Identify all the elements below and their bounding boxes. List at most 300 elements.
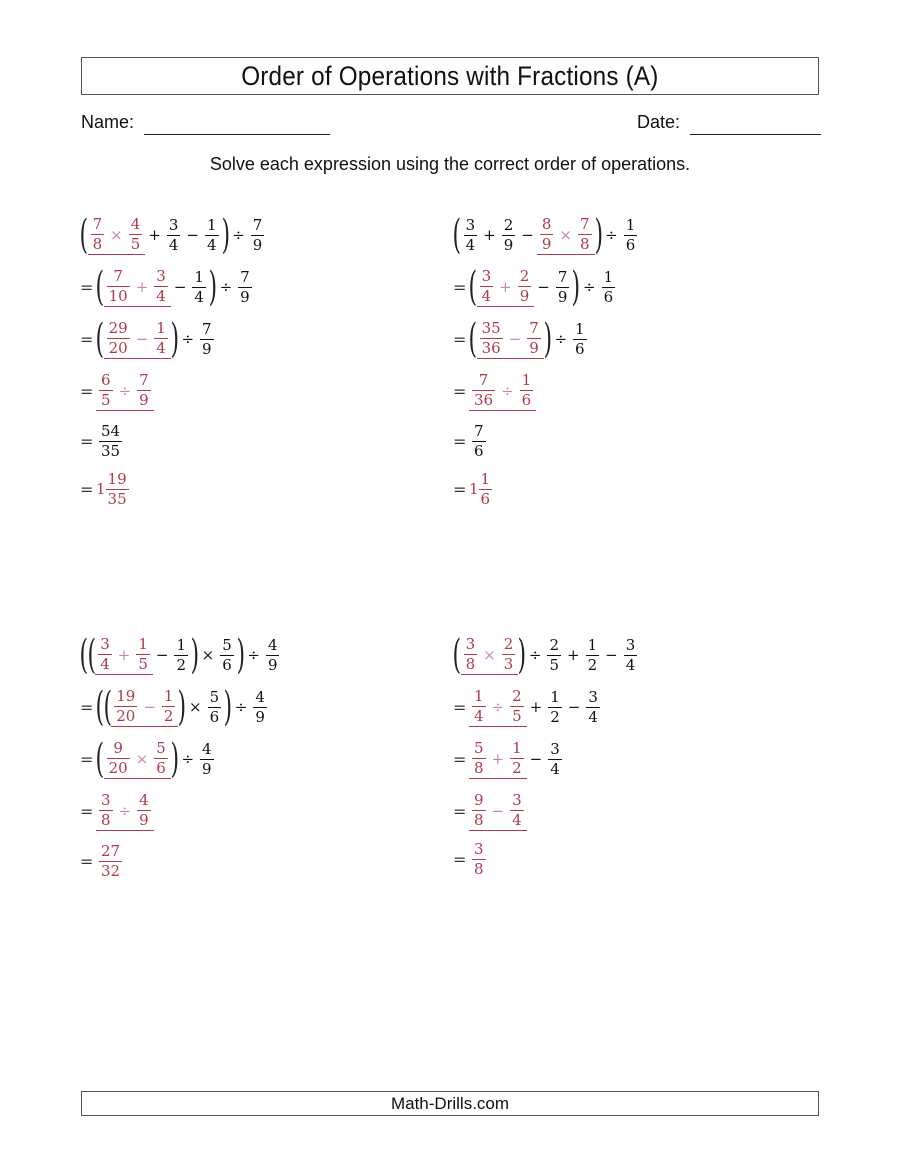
operator: × xyxy=(110,225,123,244)
denominator: 9 xyxy=(519,287,530,305)
numerator: 5 xyxy=(209,687,220,706)
fraction xyxy=(472,371,495,410)
numerator: 1 xyxy=(156,319,166,337)
paren: ) xyxy=(223,684,233,730)
paren: ( xyxy=(468,264,478,310)
step-6-answer xyxy=(80,466,132,512)
step-1 xyxy=(80,212,267,258)
numerator: 7 xyxy=(139,371,149,389)
name-field[interactable] xyxy=(144,134,330,135)
fraction xyxy=(464,216,478,255)
denominator: 35 xyxy=(101,441,121,460)
numerator: 1 xyxy=(474,687,484,705)
operator: ÷ xyxy=(181,330,195,348)
numerator: 3 xyxy=(474,839,484,858)
denominator: 5 xyxy=(512,707,522,725)
operator: ÷ xyxy=(232,226,245,244)
step-5-answer xyxy=(80,838,125,884)
highlight xyxy=(95,635,153,675)
paren: ( xyxy=(95,684,105,730)
denominator: 9 xyxy=(240,287,250,306)
fraction xyxy=(520,371,534,410)
fraction xyxy=(573,320,587,359)
denominator: 4 xyxy=(156,339,166,357)
operator: ÷ xyxy=(181,750,195,768)
highlight xyxy=(96,791,154,831)
denominator: 5 xyxy=(138,655,148,673)
step-3 xyxy=(453,736,565,782)
denominator: 8 xyxy=(465,655,476,673)
fraction xyxy=(200,320,214,359)
footer-box xyxy=(81,1091,819,1116)
step-4 xyxy=(453,788,527,834)
title-box xyxy=(81,57,819,95)
fraction xyxy=(472,687,486,726)
fraction xyxy=(472,422,486,461)
denominator: 2 xyxy=(163,707,174,725)
instructions: Solve each expression using the correct order of operations. xyxy=(209,154,691,174)
operator: − xyxy=(135,329,149,348)
operator: × xyxy=(135,749,149,768)
numerator: 2 xyxy=(503,635,514,653)
numerator: 27 xyxy=(101,841,121,860)
step-2 xyxy=(80,264,255,310)
numerator: 7 xyxy=(478,371,489,389)
numerator: 3 xyxy=(465,215,476,234)
fraction xyxy=(107,319,130,358)
fraction xyxy=(98,635,112,674)
numerator: 7 xyxy=(92,215,103,233)
operator: − xyxy=(521,226,534,244)
denominator: 2 xyxy=(512,759,522,777)
step-2 xyxy=(453,264,618,310)
numerator: 7 xyxy=(113,267,123,285)
numerator: 29 xyxy=(108,319,128,337)
page-title: Order of Operations with Fractions (A) xyxy=(241,61,659,91)
denominator: 8 xyxy=(101,811,111,829)
denominator: 8 xyxy=(474,859,484,878)
paren: ) xyxy=(571,264,581,310)
denominator: 9 xyxy=(255,707,265,726)
numerator: 1 xyxy=(521,371,532,389)
numerator: 4 xyxy=(202,739,212,758)
numerator: 1 xyxy=(587,635,598,654)
step-3 xyxy=(80,736,217,782)
paren: ) xyxy=(221,212,230,258)
step-5 xyxy=(453,418,489,464)
equals: = xyxy=(80,851,94,871)
numerator: 4 xyxy=(255,687,265,706)
step-4 xyxy=(80,368,154,414)
operator: + xyxy=(491,749,505,768)
fraction xyxy=(99,842,122,881)
highlight xyxy=(104,739,171,779)
paren: ( xyxy=(87,632,96,678)
fraction xyxy=(547,636,561,675)
paren: ) xyxy=(208,264,218,310)
paren: ( xyxy=(79,212,89,258)
operator: + xyxy=(117,645,131,664)
operator: ÷ xyxy=(605,226,618,244)
numerator: 3 xyxy=(156,267,166,285)
denominator: 2 xyxy=(550,707,560,726)
highlight xyxy=(469,687,527,727)
numerator: 3 xyxy=(625,635,636,654)
denominator: 9 xyxy=(541,235,552,253)
paren: ) xyxy=(236,632,245,678)
numerator: 5 xyxy=(474,739,484,757)
operator: − xyxy=(186,226,199,244)
numerator: 1 xyxy=(206,215,217,234)
fraction xyxy=(99,422,122,461)
numerator: 2 xyxy=(512,687,522,705)
fraction xyxy=(472,739,486,778)
fraction xyxy=(136,635,150,674)
fraction xyxy=(174,636,188,675)
paren: ) xyxy=(170,736,179,782)
numerator: 3 xyxy=(550,739,560,758)
equals: = xyxy=(80,431,94,451)
equals: = xyxy=(80,801,94,821)
numerator: 1 xyxy=(176,635,187,654)
fraction xyxy=(167,216,181,255)
equals: = xyxy=(80,697,94,717)
equals: = xyxy=(453,381,467,401)
numerator: 3 xyxy=(100,635,110,653)
operator: + xyxy=(148,226,161,244)
fraction xyxy=(602,268,616,307)
highlight xyxy=(469,739,527,779)
numerator: 1 xyxy=(163,687,174,705)
operator: ÷ xyxy=(247,646,260,664)
operator: ÷ xyxy=(501,381,514,400)
operator: ÷ xyxy=(554,330,568,348)
numerator: 1 xyxy=(194,267,204,286)
step-6-answer xyxy=(453,466,495,512)
fraction xyxy=(518,267,532,306)
operator: − xyxy=(567,698,581,716)
step-2 xyxy=(80,684,270,730)
operator: − xyxy=(173,278,187,296)
operator: ÷ xyxy=(118,381,132,400)
equals: = xyxy=(80,479,94,499)
numerator: 1 xyxy=(550,687,560,706)
numerator: 1 xyxy=(138,635,148,653)
equals: = xyxy=(453,431,467,451)
fraction xyxy=(137,371,151,410)
equals: = xyxy=(453,479,467,499)
step-1 xyxy=(453,632,640,678)
numerator: 9 xyxy=(474,791,484,809)
operator: − xyxy=(155,646,169,664)
denominator: 4 xyxy=(625,655,636,674)
operator: × xyxy=(483,645,496,664)
fraction xyxy=(556,268,570,307)
paren: ( xyxy=(468,316,478,362)
fraction xyxy=(540,215,554,254)
fraction xyxy=(251,216,265,255)
fraction xyxy=(472,840,486,879)
fraction xyxy=(266,636,280,675)
numerator: 3 xyxy=(168,215,179,234)
denominator: 9 xyxy=(267,655,278,674)
numerator: 3 xyxy=(588,687,598,706)
denominator: 5 xyxy=(130,235,141,253)
equals: = xyxy=(80,749,94,769)
fraction xyxy=(137,791,151,830)
footer-text: Math-Drills.com xyxy=(390,1094,510,1113)
paren: ( xyxy=(95,264,105,310)
denominator: 6 xyxy=(222,655,232,674)
denominator: 4 xyxy=(156,287,166,305)
name-label: Name: xyxy=(81,112,135,132)
numerator: 7 xyxy=(557,267,568,286)
denominator: 9 xyxy=(139,391,149,409)
denominator: 8 xyxy=(474,811,484,829)
step-1 xyxy=(453,212,640,258)
fraction xyxy=(527,319,541,358)
operator: ÷ xyxy=(528,646,542,664)
numerator: 19 xyxy=(107,469,127,488)
operator: + xyxy=(135,277,149,296)
fraction xyxy=(154,267,168,306)
step-5-answer xyxy=(453,836,489,882)
operator: + xyxy=(499,277,512,296)
paren: ) xyxy=(177,684,187,730)
operator: + xyxy=(529,698,543,716)
denominator: 9 xyxy=(557,287,568,306)
highlight xyxy=(537,215,595,255)
numerator: 3 xyxy=(512,791,522,809)
operator: − xyxy=(491,801,505,820)
step-3 xyxy=(80,316,217,362)
equals: = xyxy=(80,277,94,297)
denominator: 6 xyxy=(625,235,636,254)
numerator: 8 xyxy=(541,215,552,233)
whole-number: 1 xyxy=(96,480,106,498)
paren: ( xyxy=(95,316,105,362)
numerator: 4 xyxy=(130,215,141,233)
fraction xyxy=(91,215,105,254)
denominator: 4 xyxy=(194,287,204,306)
operator: ÷ xyxy=(234,698,248,716)
fraction xyxy=(578,215,592,254)
operator: − xyxy=(508,329,522,348)
operator: − xyxy=(537,278,550,296)
numerator: 5 xyxy=(156,739,166,757)
highlight xyxy=(104,319,171,359)
operator: × xyxy=(559,225,572,244)
numerator: 7 xyxy=(529,319,539,337)
fraction xyxy=(114,687,137,726)
denominator: 4 xyxy=(588,707,598,726)
denominator: 2 xyxy=(587,655,598,674)
fraction xyxy=(107,267,130,306)
operator: ÷ xyxy=(583,278,596,296)
denominator: 9 xyxy=(252,235,263,254)
denominator: 20 xyxy=(116,707,136,725)
operator: × xyxy=(201,646,215,664)
paren: ( xyxy=(452,212,462,258)
fraction xyxy=(238,268,252,307)
highlight xyxy=(111,687,178,727)
paren: ) xyxy=(170,316,179,362)
denominator: 4 xyxy=(100,655,110,673)
denominator: 10 xyxy=(108,287,128,305)
denominator: 4 xyxy=(550,759,560,778)
fraction xyxy=(107,739,130,778)
numerator: 54 xyxy=(101,421,121,440)
paren: ( xyxy=(79,632,89,678)
numerator: 7 xyxy=(252,215,263,234)
fraction xyxy=(205,216,219,255)
operator: − xyxy=(143,697,156,716)
highlight xyxy=(477,319,544,359)
fraction xyxy=(586,636,600,675)
equals: = xyxy=(453,329,467,349)
denominator: 9 xyxy=(139,811,149,829)
highlight xyxy=(104,267,171,307)
date-label: Date: xyxy=(637,112,681,132)
numerator: 2 xyxy=(549,635,560,654)
denominator: 36 xyxy=(474,391,494,409)
operator: − xyxy=(605,646,618,664)
highlight xyxy=(88,215,146,255)
equals: = xyxy=(80,381,94,401)
numerator: 4 xyxy=(139,791,149,809)
denominator: 6 xyxy=(480,489,491,508)
numerator: 7 xyxy=(579,215,590,233)
highlight xyxy=(469,371,536,411)
fraction xyxy=(472,791,486,830)
fraction xyxy=(480,267,494,306)
denominator: 8 xyxy=(474,759,484,777)
denominator: 8 xyxy=(92,235,103,253)
whole-number: 1 xyxy=(469,480,479,498)
numerator: 6 xyxy=(101,371,111,389)
fraction xyxy=(548,688,562,727)
equals: = xyxy=(453,697,467,717)
highlight xyxy=(96,371,154,411)
fraction xyxy=(624,216,638,255)
fraction xyxy=(253,688,267,727)
step-4 xyxy=(453,368,536,414)
numerator: 1 xyxy=(625,215,636,234)
step-2 xyxy=(453,684,603,730)
denominator: 4 xyxy=(481,287,492,305)
fraction xyxy=(502,216,516,255)
fraction xyxy=(154,319,168,358)
numerator: 3 xyxy=(481,267,492,285)
fraction xyxy=(220,636,234,675)
numerator: 2 xyxy=(503,215,514,234)
step-4 xyxy=(80,788,154,834)
paren: ( xyxy=(103,684,112,730)
operator: × xyxy=(189,698,202,716)
fraction xyxy=(502,635,516,674)
fraction xyxy=(624,636,638,675)
denominator: 35 xyxy=(107,489,127,508)
denominator: 6 xyxy=(156,759,166,777)
equals: = xyxy=(80,329,94,349)
denominator: 6 xyxy=(575,339,585,358)
fraction xyxy=(464,635,478,674)
denominator: 6 xyxy=(521,391,532,409)
numerator: 2 xyxy=(519,267,530,285)
denominator: 9 xyxy=(503,235,514,254)
denominator: 4 xyxy=(512,811,522,829)
paren: ( xyxy=(95,736,105,782)
fraction xyxy=(586,688,600,727)
numerator: 35 xyxy=(481,319,501,337)
denominator: 9 xyxy=(529,339,539,357)
fraction xyxy=(129,215,143,254)
equals: = xyxy=(453,749,467,769)
denominator: 3 xyxy=(503,655,514,673)
fraction xyxy=(154,739,168,778)
numerator: 3 xyxy=(101,791,111,809)
denominator: 4 xyxy=(206,235,217,254)
operator: + xyxy=(567,646,580,664)
denominator: 32 xyxy=(101,861,121,880)
fraction xyxy=(480,319,503,358)
operator: ÷ xyxy=(491,697,505,716)
denominator: 6 xyxy=(209,707,220,726)
denominator: 4 xyxy=(168,235,179,254)
highlight xyxy=(469,791,527,831)
paren: ) xyxy=(543,316,552,362)
denominator: 4 xyxy=(465,235,476,254)
paren: ) xyxy=(594,212,603,258)
denominator: 4 xyxy=(474,707,484,725)
numerator: 7 xyxy=(474,421,484,440)
operator: + xyxy=(483,226,496,244)
denominator: 6 xyxy=(474,441,484,460)
fraction xyxy=(510,739,524,778)
fraction xyxy=(192,268,206,307)
date-field[interactable] xyxy=(690,134,821,135)
numerator: 1 xyxy=(480,469,491,488)
fraction xyxy=(479,470,493,509)
operator: ÷ xyxy=(219,278,233,296)
numerator: 1 xyxy=(575,319,585,338)
operator: ÷ xyxy=(118,801,132,820)
numerator: 9 xyxy=(113,739,123,757)
denominator: 5 xyxy=(101,391,111,409)
numerator: 1 xyxy=(603,267,614,286)
fraction xyxy=(200,740,214,779)
operator: − xyxy=(529,750,543,768)
step-3 xyxy=(453,316,590,362)
numerator: 5 xyxy=(222,635,232,654)
fraction xyxy=(208,688,222,727)
step-1 xyxy=(80,632,282,678)
highlight xyxy=(477,267,535,307)
denominator: 8 xyxy=(579,235,590,253)
equals: = xyxy=(453,849,467,869)
denominator: 9 xyxy=(202,339,212,358)
denominator: 20 xyxy=(108,339,128,357)
denominator: 9 xyxy=(202,759,212,778)
fraction xyxy=(106,470,129,509)
equals: = xyxy=(453,277,467,297)
fraction xyxy=(510,791,524,830)
step-5 xyxy=(80,418,125,464)
paren: ) xyxy=(517,632,527,678)
fraction xyxy=(99,371,113,410)
fraction xyxy=(510,687,524,726)
fraction xyxy=(548,740,562,779)
